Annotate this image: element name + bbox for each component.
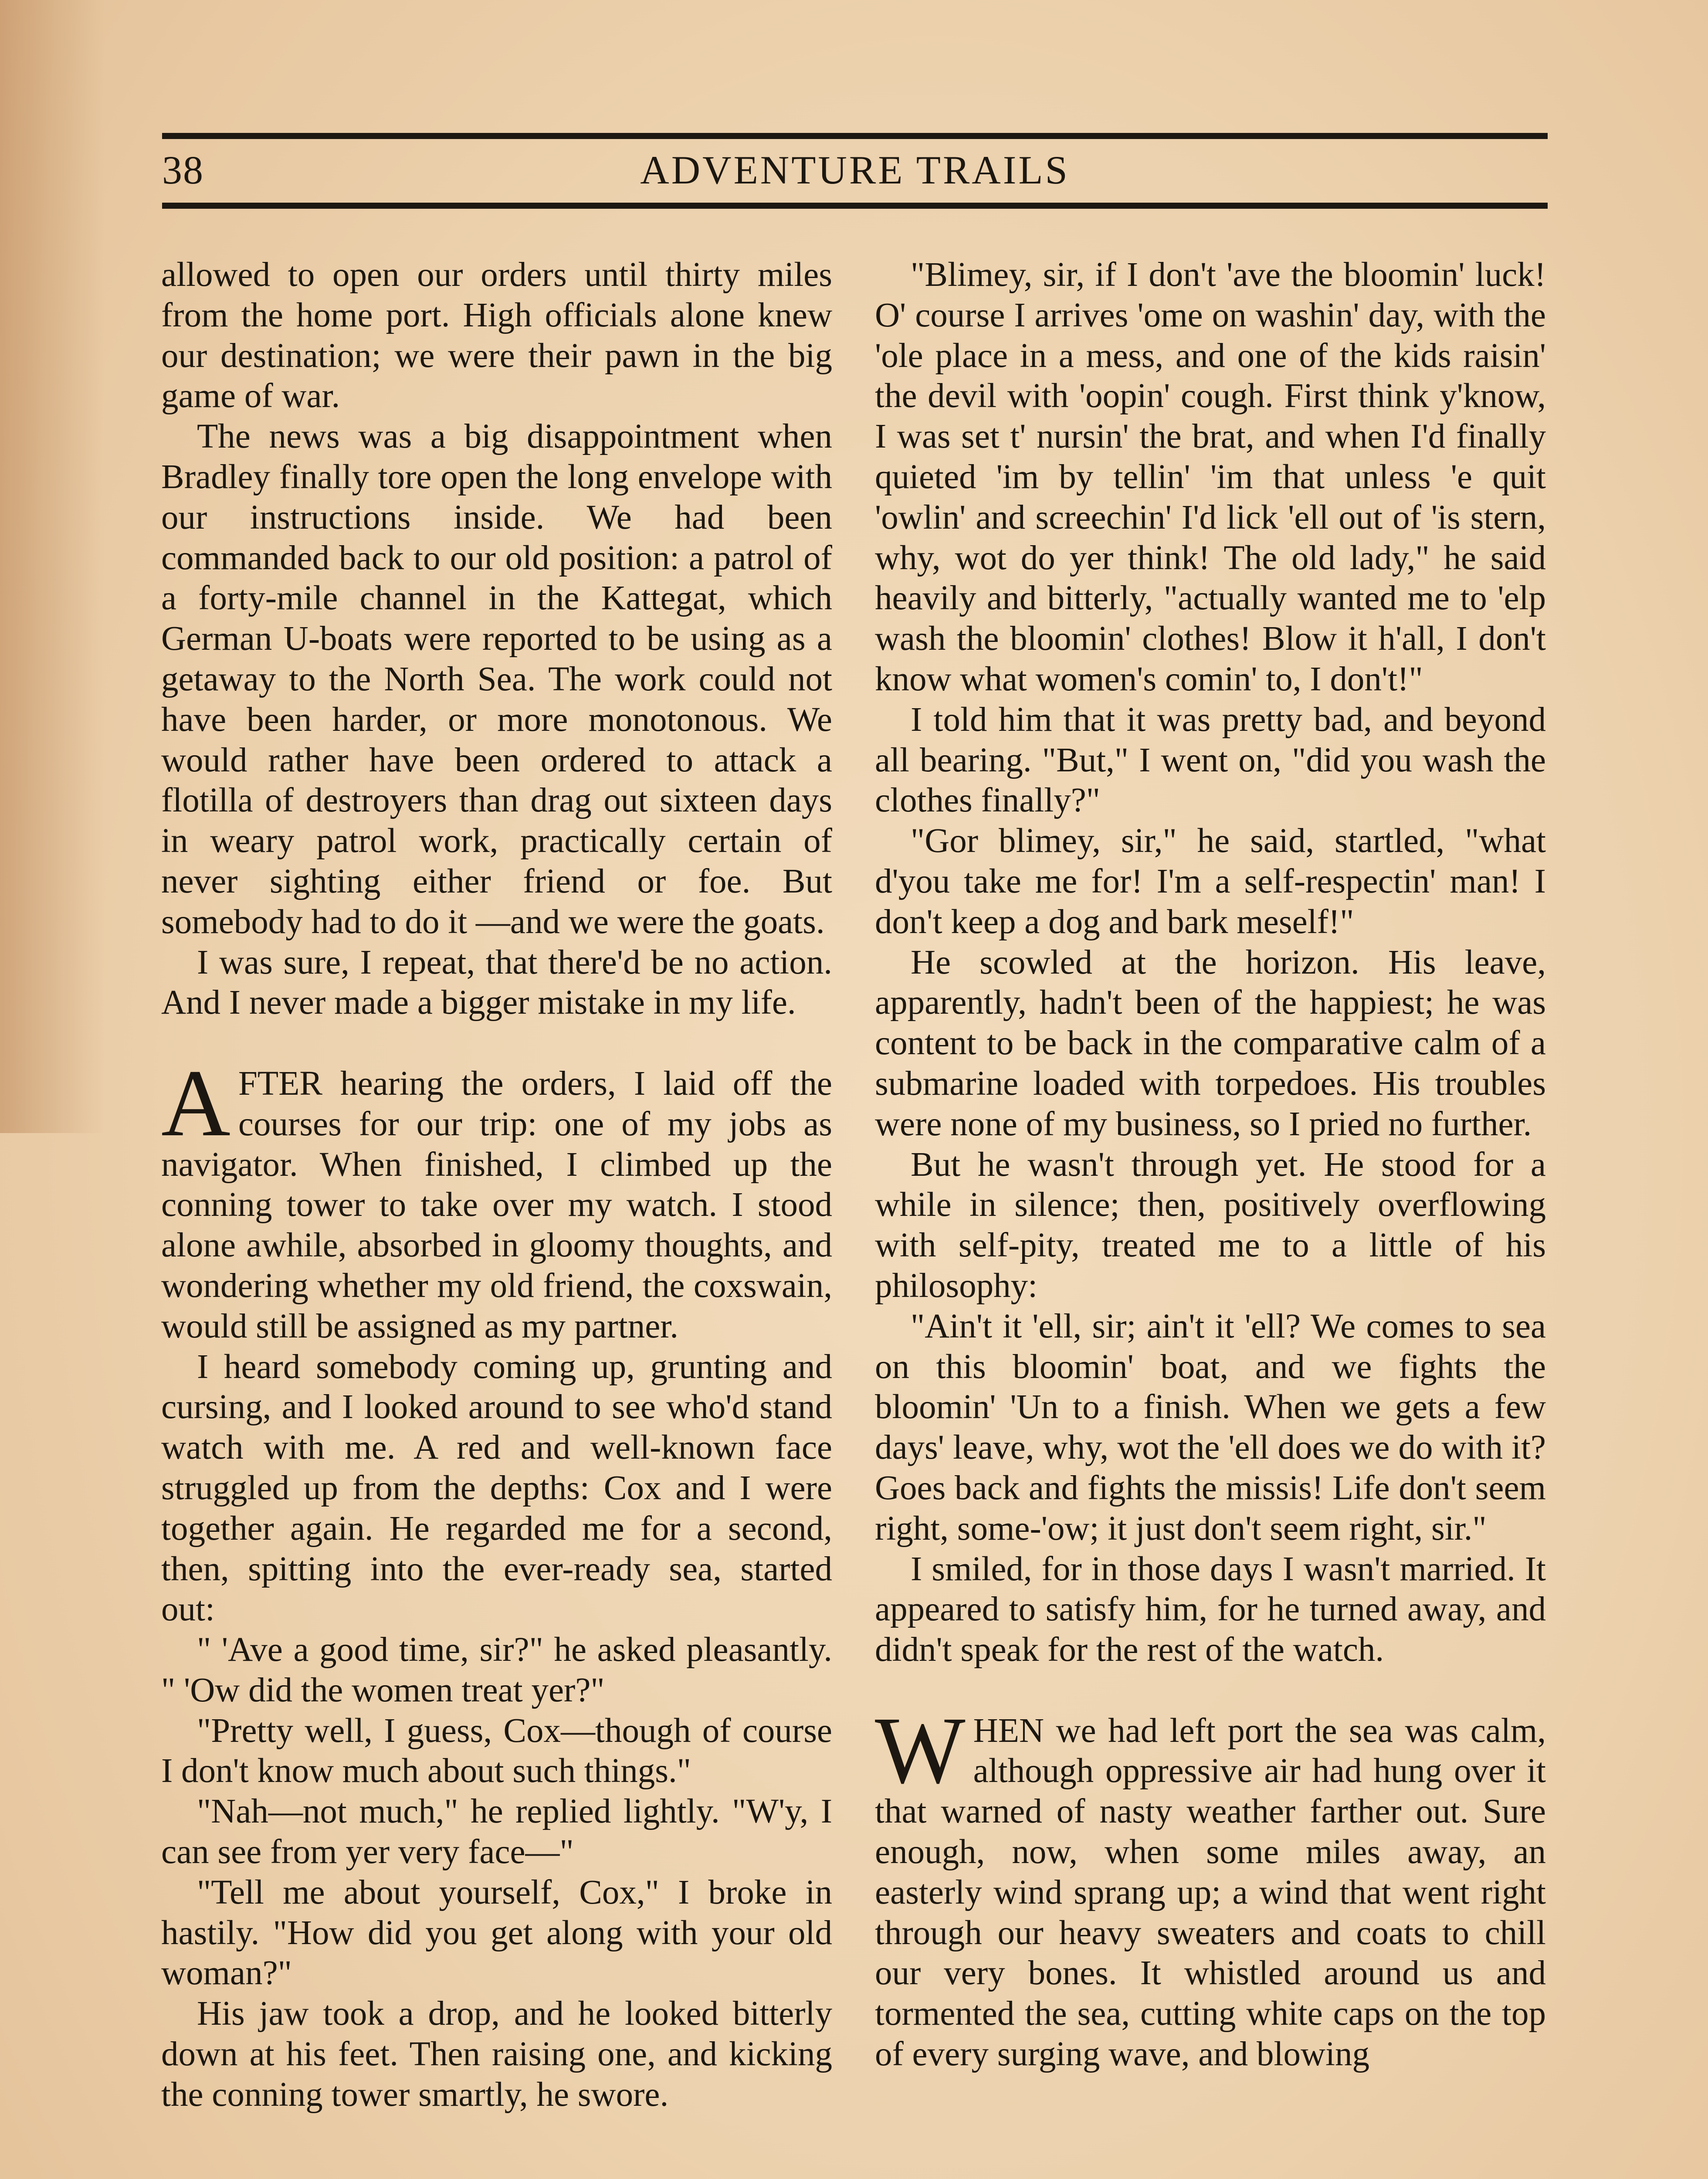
right-column (875, 255, 1546, 2075)
paragraph: "Tell me about yourself, Cox," I broke in hastily. "How did you get along with your old woman?" (161, 1873, 832, 1992)
paragraph: "Ain't it 'ell, sir; ain't it 'ell? We comes to sea on this bloomin' boat, and we fights the bloomin' 'Un to a finish. When we gets a few days' leave, why, wot the 'ell does we do with it? Goes back and fights the missis! Life don't seem right, some-'ow; it just don't seem right, sir." (875, 1307, 1546, 1548)
paragraph: "Pretty well, I guess, Cox—though of course I don't know much about such things." (161, 1711, 832, 1790)
drop-cap: W (875, 1697, 966, 1803)
section-opening-paragraph (875, 1697, 1546, 2075)
paragraph: I heard somebody coming up, grunting and cursing, and I looked around to see who'd stand watch with me. A red and well-known face struggled up from the depths: Cox and I were together again. He regarded me for a second, then, spitting into the ever-ready sea, started out: (161, 1347, 832, 1629)
paragraph: " 'Ave a good time, sir?" he asked pleasantly. " 'Ow did the women treat yer?" (161, 1631, 832, 1709)
paragraph: He scowled at the horizon. His leave, apparently, hadn't been of the happiest; he was content to be back in the comparative calm of a submarine loaded with torpedoes. His troubles were none of my business, so I pried no further. (875, 943, 1546, 1143)
paragraph: "Nah—not much," he replied lightly. "W'y, I can see from yer very face—" (161, 1792, 832, 1871)
paragraph: I told him that it was pretty bad, and beyond all bearing. "But," I went on, "did you wash the clothes finally?" (875, 700, 1546, 820)
header-rule-bottom (162, 203, 1548, 209)
paragraph: "Gor blimey, sir," he said, startled, "what d'you take me for! I'm a self-respectin' man! I don't keep a dog and bark meself!" (875, 822, 1546, 941)
header-rule-top (162, 133, 1548, 139)
section-opening-paragraph (161, 1049, 832, 1347)
paragraph: I was sure, I repeat, that there'd be no action. And I never made a bigger mistake in my life. (161, 943, 832, 1022)
paragraph: "Blimey, sir, if I don't 'ave the bloomin' luck! O' course I arrives 'ome on washin' day, with the 'ole place in a mess, and one of the kids raisin' the devil with 'oopin' cough. First think y'know, I was set t' nursin' the brat, and when I'd finally quieted 'im by tellin' 'im that unless 'e quit 'owlin' and screechin' I'd lick 'ell out of 'is stern, why, wot do yer think! The old lady," he said heavily and bitterly, "actually wanted me to 'elp wash the bloomin' clothes! Blow it h'all, I don't know what women's comin' to, I don't!" (875, 256, 1546, 698)
paragraph: His jaw took a drop, and he looked bitterly down at his feet. Then raising one, and kicking the conning tower smartly, he swore. (161, 1995, 832, 2114)
magazine-title: ADVENTURE TRAILS (640, 148, 1070, 192)
paragraph: But he wasn't through yet. He stood for a while in silence; then, positively overflowing with self-pity, treated me to a little of his philosophy: (875, 1145, 1546, 1305)
left-column (161, 255, 832, 2115)
drop-cap: A (161, 1049, 230, 1156)
page-edge-stain (0, 0, 105, 1133)
paragraph-text: HEN we had left port the sea was calm, although oppressive air had hung over it that warned of nasty weather farther out. Sure enough, now, when some miles away, an easterly wind sprang up; a wind that went right through our heavy sweaters and coats to chill our very bones. It whistled around us and tormented the sea, cutting white caps on the top of every surging wave, and blowing (875, 1711, 1546, 2074)
paragraph: allowed to open our orders until thirty miles from the home port. High officials alone knew our destination; we were their pawn in the big game of war. (161, 256, 832, 415)
running-header (162, 144, 1548, 196)
paragraph: The news was a big disappointment when Bradley finally tore open the long envelope with our instructions inside. We had been commanded back to our old position: a patrol of a forty-mile channel in the Kattegat, which German U-boats were reported to be using as a getaway to the North Sea. The work could not have been harder, or more monotonous. We would rather have been ordered to attack a flotilla of destroyers than drag out sixteen days in weary patrol work, practically certain of never sighting either friend or foe. But somebody had to do it —and we were the goats. (161, 417, 832, 941)
paragraph-text: FTER hearing the orders, I laid off the courses for our trip: one of my jobs as navigator. When finished, I climbed up the conning tower to take over my watch. I stood alone awhile, absorbed in gloomy thoughts, and wondering whether my old friend, the coxswain, would still be assigned as my partner. (161, 1064, 832, 1345)
page-number: 38 (162, 148, 204, 192)
paragraph: I smiled, for in those days I wasn't married. It appeared to satisfy him, for he turned away, and didn't speak for the rest of the watch. (875, 1550, 1546, 1669)
